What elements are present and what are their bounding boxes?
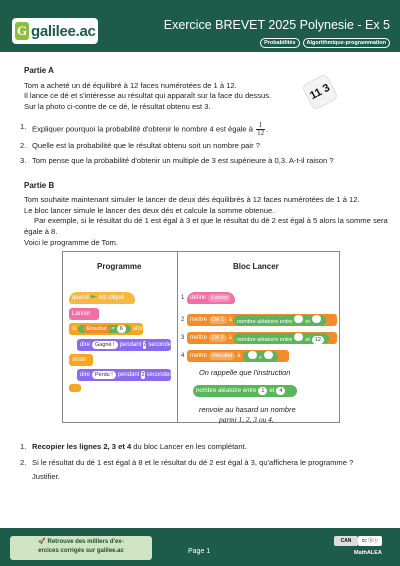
- value-six: 6: [117, 325, 126, 333]
- set-resultat-block: [187, 350, 289, 362]
- tag-algorithmique: Algorithmique-programmation: [303, 38, 390, 48]
- part-a-questions: [20, 122, 392, 166]
- note-line-1: On rappelle que l'instruction: [199, 368, 291, 377]
- question-tail: .: [266, 124, 269, 134]
- part-b-line-2: Le bloc lancer simule le lancer des deux dés et calcule la somme obtenue.: [24, 205, 275, 215]
- equals-sign: =: [111, 326, 115, 332]
- empty-slot[interactable]: [312, 315, 321, 323]
- part-b-line-3: Par exemple, si le résultat du dé 1 est égal à 3 et que le résultat du dé 2 est égal à 5 alors la somme sera égale à 8.: [24, 216, 388, 236]
- scratch-program-box: [62, 251, 340, 423]
- set-de1-block: [187, 314, 337, 326]
- die-face-numbers: 11 3: [307, 81, 333, 103]
- line-number-3: 3: [181, 335, 185, 341]
- line-number-2: 2: [181, 317, 185, 323]
- promo-line-1: 🚀 Retrouve des milliers d'ex-: [38, 539, 124, 545]
- de1-variable: Dé 1: [209, 316, 227, 324]
- logo-mark-icon: G: [16, 23, 28, 38]
- question-number: 2.: [20, 457, 27, 467]
- block-text: à: [237, 353, 241, 359]
- question-text: Tom pense que la probabilité d'obtenir un multiple de 3 est supérieure à 0,3. A-t-il raison ?: [32, 155, 334, 165]
- equals-condition: [78, 325, 130, 333]
- promo-banner[interactable]: [10, 536, 152, 560]
- random-text: nombre aléatoire entre: [196, 388, 257, 394]
- define-lancer-block: [187, 292, 235, 304]
- perdu-text: Perdu !: [92, 371, 116, 379]
- random-text: nombre aléatoire entre: [236, 318, 293, 325]
- topic-tags: [260, 38, 390, 48]
- say-gagne-block: [77, 339, 175, 351]
- lancer-call-block: [69, 308, 99, 320]
- tag-probabilites: Probabilités: [260, 38, 299, 48]
- question-number: 3.: [20, 155, 27, 165]
- et-text: et: [305, 318, 310, 325]
- if-else-end: [69, 384, 81, 392]
- et-text: et: [269, 388, 275, 394]
- seconds-value: 2: [143, 342, 147, 348]
- resultat-variable: Résultat: [83, 325, 109, 333]
- de2-variable: Dé 2: [209, 334, 227, 342]
- et-text: et: [305, 336, 310, 343]
- empty-slot[interactable]: [264, 351, 273, 359]
- logo-text: galilee.ac: [31, 22, 96, 40]
- bloc-lancer-title: Bloc Lancer: [233, 262, 279, 271]
- else-block: [69, 354, 93, 366]
- fraction-numerator: 1: [256, 122, 265, 130]
- part-b-intro: [24, 195, 392, 248]
- plus-sign: +: [258, 354, 262, 361]
- note-random-block: [193, 385, 297, 397]
- question-number: 1.: [20, 442, 27, 451]
- value-four: 4: [276, 387, 285, 395]
- part-b-questions: [20, 442, 390, 488]
- block-text: si: [72, 326, 77, 332]
- exercise-content: [14, 66, 392, 248]
- fraction-denominator: 12: [257, 129, 265, 138]
- random-op: [234, 333, 329, 344]
- block-text: définir: [190, 295, 207, 301]
- block-text: dire: [80, 342, 91, 348]
- random-op: [234, 315, 326, 326]
- question-b2: [20, 458, 390, 483]
- part-a-line-3: Sur la photo ci-contre de ce dé, le résultat obtenu est 3.: [24, 101, 211, 111]
- define-name: Lancer: [208, 294, 231, 302]
- block-text: quand: [72, 295, 89, 301]
- block-text: sinon: [72, 357, 87, 363]
- part-b-line-4: Voici le programme de Tom.: [24, 237, 118, 247]
- empty-slot[interactable]: [248, 351, 257, 359]
- resultat-variable: Résultat: [209, 352, 235, 360]
- value-one: 1: [258, 387, 267, 395]
- exercise-title: Exercice BREVET 2025 Polynesie - Ex 5: [163, 18, 390, 32]
- question-a3: [20, 156, 392, 167]
- question-a1: [20, 122, 392, 137]
- block-text: à: [228, 317, 232, 323]
- block-text: pendant: [119, 342, 142, 348]
- block-text: Lancer: [72, 311, 91, 317]
- green-flag-icon: [91, 295, 97, 301]
- galilee-logo[interactable]: [12, 18, 98, 44]
- part-a-title: Partie A: [24, 66, 54, 75]
- programme-title: Programme: [97, 262, 142, 271]
- set-de2-block: [187, 332, 337, 344]
- note-line-2: renvoie au hasard un nombre: [199, 405, 296, 414]
- question-sub-text: Justifier.: [32, 472, 60, 482]
- question-number: 1.: [20, 122, 27, 132]
- page-header: [0, 0, 400, 52]
- value-twelve: 12: [312, 336, 324, 344]
- question-text: Si le résultat du dé 1 est égal à 8 et le résultat du dé 2 est égal à 3, qu'affichera le programme ?: [32, 457, 354, 467]
- part-b-line-1: Tom souhaite maintenant simuler le lancer de deux dés équilibrés à 12 faces numérotées de 1 à 12.: [24, 195, 360, 205]
- page-number: Page 1: [188, 548, 211, 555]
- question-a2: [20, 141, 392, 152]
- block-text: alors: [132, 326, 146, 332]
- part-a-line-2: Il lance ce dé et s'intéresse au résultat qui apparaît sur la face du dessus.: [24, 91, 272, 101]
- seconds-value: 2: [141, 372, 145, 378]
- column-divider: [177, 252, 178, 422]
- question-text: Expliquer pourquoi la probabilité d'obtenir le nombre 4 est égale à: [32, 124, 253, 134]
- fraction-1-12: [256, 122, 265, 137]
- gagne-text: Gagné !: [92, 341, 118, 349]
- block-text: mettre: [190, 353, 208, 359]
- question-b1: [20, 442, 390, 453]
- question-text: Quelle est la probabilité que le résultat obtenu soit un nombre pair ?: [32, 141, 260, 151]
- when-flag-clicked-block: [69, 292, 135, 304]
- part-b-title: Partie B: [24, 180, 55, 190]
- page-footer: [0, 528, 400, 566]
- block-text: secondes: [148, 342, 175, 348]
- line-number-4: 4: [181, 353, 185, 359]
- block-text: à: [228, 335, 232, 341]
- mathalea-brand: MathALEA: [354, 550, 382, 556]
- block-text: mettre: [190, 335, 208, 341]
- plus-op: [243, 351, 278, 362]
- promo-line-2: ercices corrigés sur galilee.ac: [38, 548, 124, 554]
- part-a-line-1: Tom a acheté un dé équilibré à 12 faces numérotées de 1 à 12.: [24, 80, 237, 90]
- note-line-3: parmi 1, 2, 3 ou 4.: [219, 415, 274, 424]
- block-text: dire: [80, 372, 91, 378]
- block-text: secondes: [146, 372, 173, 378]
- line-number-1: 1: [181, 295, 185, 301]
- say-perdu-block: [77, 369, 171, 381]
- block-text: est cliqué: [98, 295, 125, 301]
- can-badge-icon: CAN: [334, 536, 358, 546]
- if-else-block: [69, 323, 146, 335]
- creative-commons-icon: cc ⓑⓢ: [358, 536, 382, 546]
- empty-slot[interactable]: [294, 315, 303, 323]
- random-text: nombre aléatoire entre: [236, 336, 293, 343]
- block-text: pendant: [117, 372, 140, 378]
- block-text: mettre: [190, 317, 208, 323]
- question-number: 2.: [20, 141, 27, 151]
- part-a-intro: [24, 81, 392, 113]
- question-bold-text: Recopier les lignes 2, 3 et 4: [32, 442, 132, 451]
- question-text: du bloc Lancer en les complétant.: [131, 442, 247, 451]
- empty-slot[interactable]: [294, 333, 303, 341]
